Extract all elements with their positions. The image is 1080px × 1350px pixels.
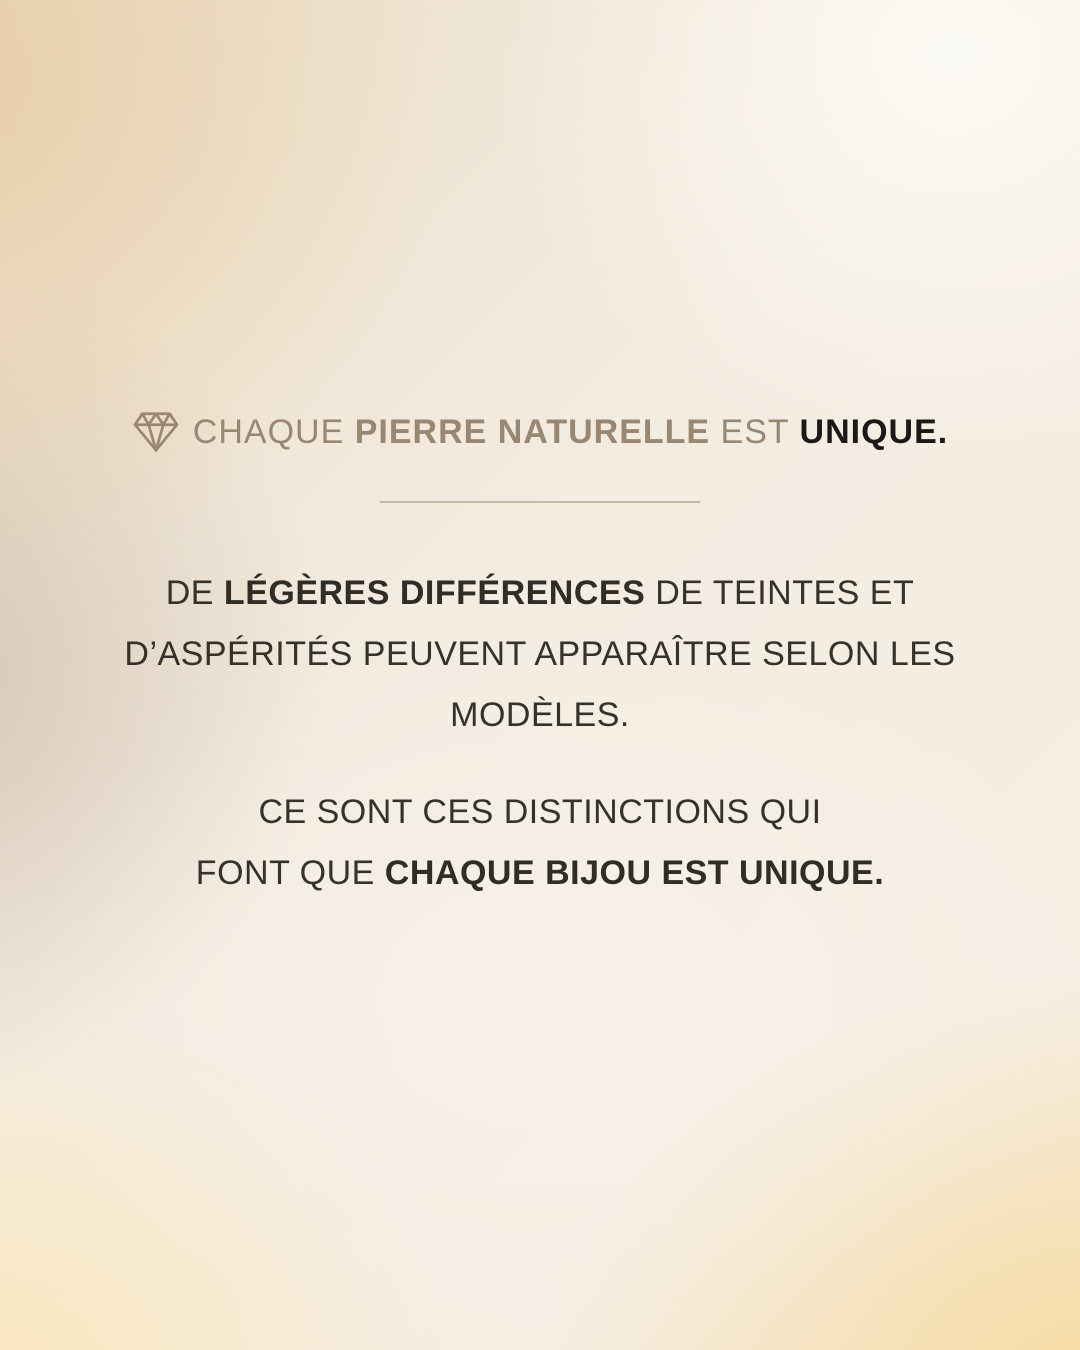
text-line xyxy=(0,563,1080,624)
text-segment: CE SONT CES DISTINCTIONS QUI xyxy=(258,793,822,831)
text-segment: FONT QUE xyxy=(195,854,385,892)
text-line xyxy=(0,782,1080,843)
text-segment-bold: LÉGÈRES DIFFÉRENCES xyxy=(223,574,646,612)
text-segment: D’ASPÉRITÉS PEUVENT APPARAÎTRE SELON LES xyxy=(124,635,956,673)
text-segment: MODÈLES. xyxy=(450,696,630,734)
diamond-icon xyxy=(132,411,180,453)
headline-segment: CHAQUE xyxy=(192,413,355,451)
text-line xyxy=(0,624,1080,685)
headline-segment: EST xyxy=(710,413,800,451)
headline-segment: PIERRE NATURELLE xyxy=(354,413,711,451)
headline-segment-unique: UNIQUE. xyxy=(799,413,949,451)
text-segment-bold: CHAQUE BIJOU EST UNIQUE. xyxy=(384,854,885,892)
text-segment: DE xyxy=(165,574,224,612)
paragraph-differences xyxy=(0,563,1080,746)
text-line xyxy=(0,685,1080,746)
text-line xyxy=(0,843,1080,904)
headline xyxy=(0,410,1080,454)
divider-line xyxy=(380,501,701,503)
text-segment: DE TEINTES ET xyxy=(645,574,915,612)
paragraph-distinctions xyxy=(0,782,1080,904)
headline-text xyxy=(193,410,948,454)
